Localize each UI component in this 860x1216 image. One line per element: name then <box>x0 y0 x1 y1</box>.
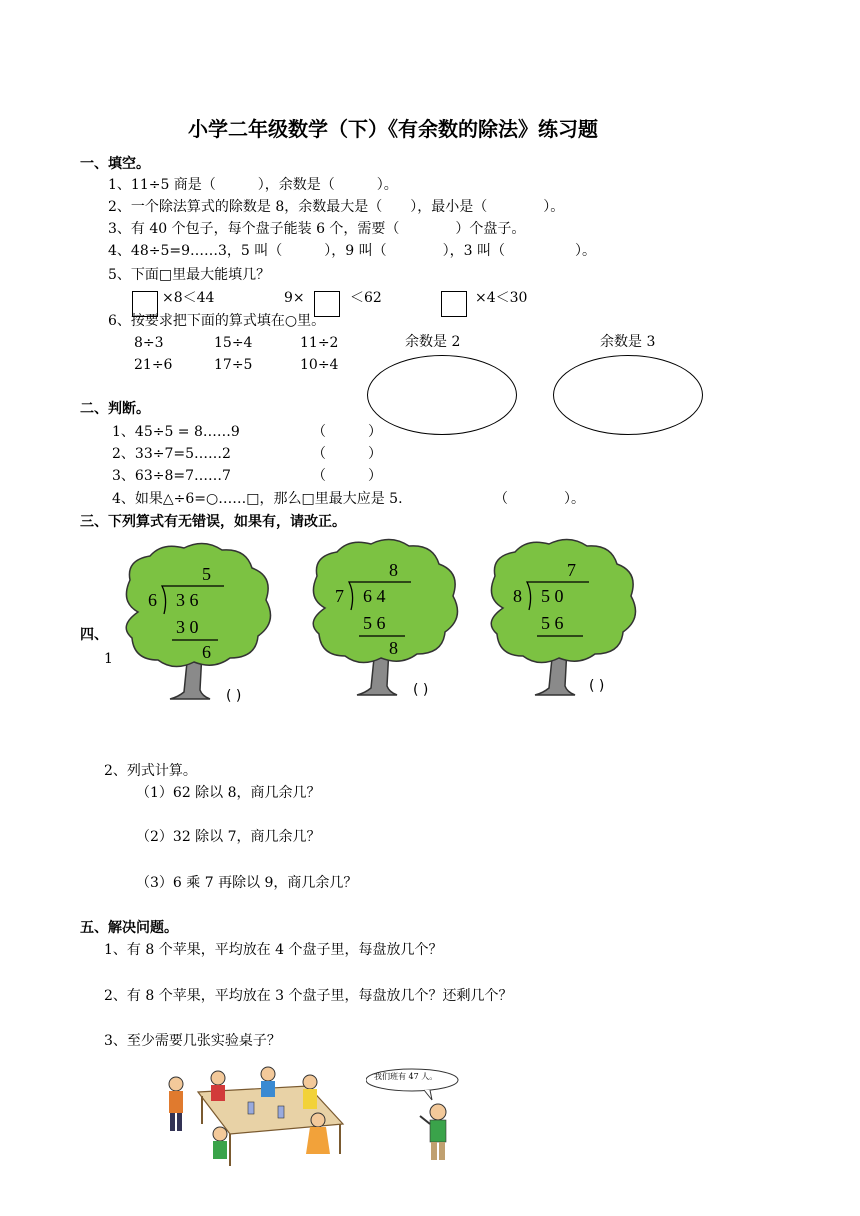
judge-item-1: 1、45÷5 = 8……9 <box>112 424 240 440</box>
expr-4: 21÷6 <box>134 357 173 373</box>
section-4-q1-number: 1 <box>104 651 113 667</box>
tree-2-quotient: 8 <box>389 560 398 580</box>
tree-3-product: 5 6 <box>541 613 564 633</box>
calc-sub-3: （3）6 乘 7 再除以 9，商几余几？ <box>136 875 358 891</box>
oval-label-remainder-3: 余数是 3 <box>600 334 656 350</box>
expr-6: 10÷4 <box>300 357 339 373</box>
inequality-1: ×8＜44 <box>162 290 215 306</box>
page-title: 小学二年级数学（下）《有余数的除法》练习题 <box>188 117 598 141</box>
speech-bubble-text: 我们班有 47 人。 <box>374 1072 438 1081</box>
lab-table-illustration <box>158 1062 348 1170</box>
question-1-2: 2、一个除法算式的除数是 8，余数最大是（ ），最小是（ ）。 <box>108 199 565 215</box>
tree-1-quotient: 5 <box>202 564 211 584</box>
section-2-heading: 二、判断。 <box>80 401 150 417</box>
question-1-1: 1、11÷5 商是（ ），余数是（ ）。 <box>108 177 398 193</box>
expr-3: 11÷2 <box>300 335 339 351</box>
tree-2-answer-paren[interactable]: ( ) <box>413 682 429 698</box>
question-1-3: 3、有 40 个包子，每个盘子能装 6 个，需要（ ）个盘子。 <box>108 221 526 237</box>
tree-1-product: 3 0 <box>176 617 199 637</box>
boy-speech-illustration <box>366 1068 462 1168</box>
problem-3: 3、至少需要几张实验桌子？ <box>104 1033 281 1049</box>
judge-item-2: 2、33÷7=5……2 <box>112 446 231 462</box>
question-1-4: 4、48÷5=9……3，5 叫（ ），9 叫（ ），3 叫（ ）。 <box>108 243 596 259</box>
answer-oval-remainder-3[interactable] <box>553 355 703 435</box>
tree-3-dividend: 5 0 <box>541 586 564 606</box>
problem-1: 1、有 8 个苹果，平均放在 4 个盘子里，每盘放几个？ <box>104 942 443 958</box>
section-3-heading: 三、下列算式有无错误，如果有，请改正。 <box>80 514 346 530</box>
inequality-3: ×4＜30 <box>475 290 528 306</box>
judge-paren-3[interactable]: （ ） <box>312 468 382 484</box>
expr-2: 15÷4 <box>214 335 253 351</box>
problem-2: 2、有 8 个苹果，平均放在 3 个盘子里，每盘放几个？还剩几个？ <box>104 988 513 1004</box>
tree-2-remainder: 8 <box>389 638 398 658</box>
tree-division-3 <box>483 538 643 703</box>
expr-5: 17÷5 <box>214 357 253 373</box>
section-5-heading: 五、解决问题。 <box>80 920 178 936</box>
tree-3-divisor: 8 <box>513 586 522 606</box>
tree-division-1 <box>118 542 278 707</box>
blank-box-3[interactable] <box>441 291 467 317</box>
question-1-5: 5、下面□里最大能填几？ <box>108 267 271 283</box>
tree-1-answer-paren[interactable]: ( ) <box>226 688 242 704</box>
judge-item-3: 3、63÷8=7……7 <box>112 468 231 484</box>
calc-sub-1: （1）62 除以 8，商几余几？ <box>136 785 321 801</box>
tree-2-divisor: 7 <box>335 586 344 606</box>
inequality-2-prefix: 9× <box>284 290 305 306</box>
calc-sub-2: （2）32 除以 7，商几余几？ <box>136 829 321 845</box>
question-1-6: 6、按要求把下面的算式填在○里。 <box>108 313 326 329</box>
oval-label-remainder-2: 余数是 2 <box>405 334 461 350</box>
judge-paren-4[interactable]: （ ）。 <box>494 491 585 507</box>
tree-1-dividend: 3 6 <box>176 590 199 610</box>
tree-3-quotient: 7 <box>567 560 576 580</box>
section-1-heading: 一、填空。 <box>80 156 150 172</box>
judge-paren-2[interactable]: （ ） <box>312 446 382 462</box>
judge-item-4: 4、如果△÷6=○……□，那么□里最大应是 5. <box>112 491 403 507</box>
tree-division-2 <box>305 538 465 703</box>
tree-1-divisor: 6 <box>148 590 157 610</box>
judge-paren-1[interactable]: （ ） <box>312 424 382 440</box>
inequality-2-suffix: ＜62 <box>350 290 382 306</box>
expr-1: 8÷3 <box>134 335 164 351</box>
answer-oval-remainder-2[interactable] <box>367 355 517 435</box>
tree-3-answer-paren[interactable]: ( ) <box>589 678 605 694</box>
section-4-heading: 四、 <box>80 627 108 643</box>
section-4-q2: 2、列式计算。 <box>104 763 197 779</box>
tree-2-product: 5 6 <box>363 613 386 633</box>
tree-1-remainder: 6 <box>202 642 211 662</box>
tree-2-dividend: 6 4 <box>363 586 386 606</box>
